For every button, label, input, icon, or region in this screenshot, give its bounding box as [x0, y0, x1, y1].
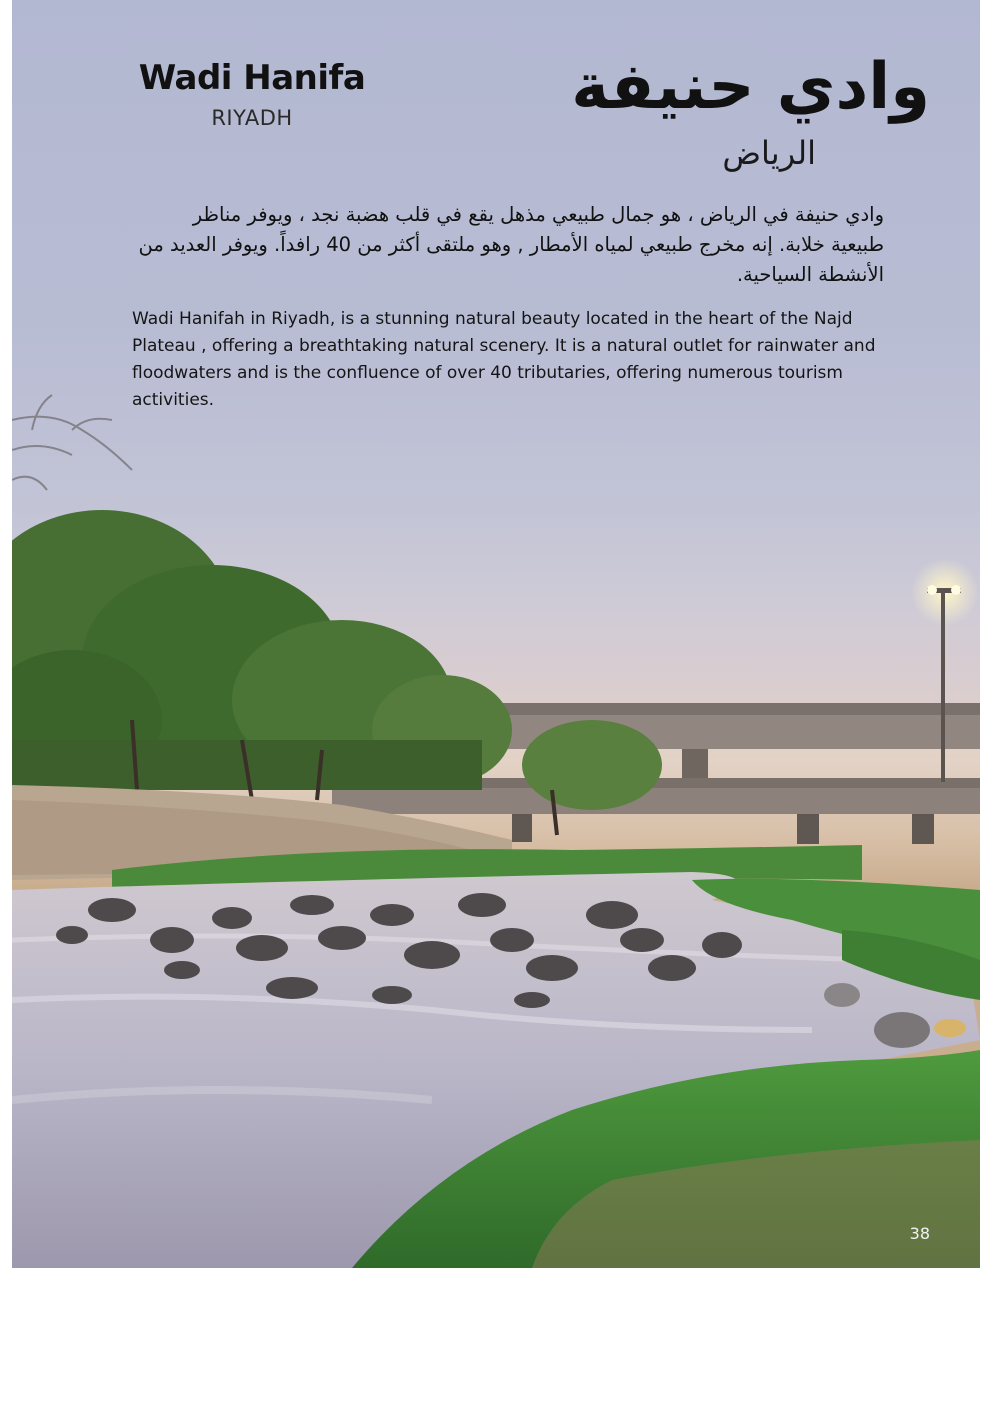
wadi-landscape-photo — [12, 0, 980, 1268]
bare-branches — [12, 395, 132, 490]
trees — [12, 510, 662, 810]
title-arabic: وادي حنيفة — [571, 50, 930, 124]
page-number: 38 — [909, 1224, 930, 1243]
arabic-description: وادي حنيفة في الرياض ، هو جمال طبيعي مذهل يقع في قلب هضبة نجد ، ويوفر مناظر طبيعية خلابة. إنه مخرج طبيعي لمياه الأمطار , وهو ملتقى أكثر من 40 رافداً. ويوفر العديد من الأنشطة السياحية. — [138, 203, 884, 286]
title-english: Wadi Hanifa — [138, 58, 366, 98]
subtitle-english: RIYADH — [211, 106, 293, 130]
english-description: Wadi Hanifah in Riyadh, is a stunning natural beauty located in the heart of the Najd Plateau , offering a breathtaking natural scenery. It is a natural outlet for rainwater and floodwaters and is the confluence of over 40 tributaries, offering numerous tourism activities. — [132, 309, 876, 410]
brochure-page — [12, 0, 980, 1268]
subtitle-arabic: الرياض — [722, 134, 816, 172]
